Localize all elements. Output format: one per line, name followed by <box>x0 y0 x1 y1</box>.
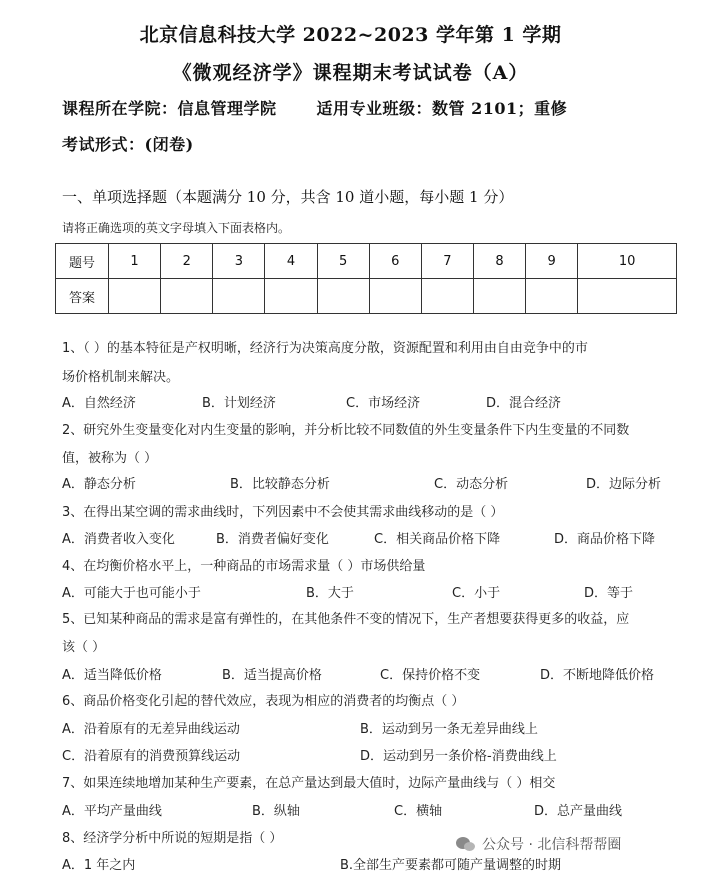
college-label: 课程所在学院：信息管理学院 <box>62 99 277 118</box>
option-a: A．可能大于也可能小于 <box>62 586 201 601</box>
answer-cell <box>265 279 317 314</box>
major-label: 适用专业班级：数管 2101；重修 <box>316 99 568 118</box>
option-d: D．总产量曲线 <box>534 804 623 819</box>
watermark <box>456 834 621 854</box>
course-info-line <box>62 96 567 119</box>
option-c: C．横轴 <box>394 804 443 819</box>
question-3-options <box>62 528 662 546</box>
option-c: C．保持价格不变 <box>380 668 481 683</box>
answer-cell <box>421 279 473 314</box>
question-number-cell: 2 <box>161 244 213 279</box>
question-7-line-1: 7、如果连续地增加某种生产要素，在总产量达到最大值时，边际产量曲线与（ ）相交 <box>62 776 556 791</box>
option-c: C．沿着原有的消费预算线运动 <box>62 749 241 764</box>
option-a: A．沿着原有的无差异曲线运动 <box>62 722 240 737</box>
exam-form-label: 考试形式：(闭卷) <box>62 135 194 154</box>
option-d: D．边际分析 <box>586 477 662 492</box>
option-b: B．计划经济 <box>202 396 276 411</box>
option-d: D．混合经济 <box>486 396 562 411</box>
question-1-options <box>62 392 662 410</box>
option-b: B．比较静态分析 <box>230 477 330 492</box>
answer-cell <box>109 279 161 314</box>
option-b: B．纵轴 <box>252 804 300 819</box>
answer-cell <box>213 279 265 314</box>
question-2-line-2: 值，被称为（ ） <box>62 451 158 466</box>
answer-cell <box>161 279 213 314</box>
question-6-options-row-2 <box>62 745 662 763</box>
option-a: A．自然经济 <box>62 396 136 411</box>
option-d: D．运动到另一条价格-消费曲线上 <box>360 749 557 764</box>
option-d: D．商品价格下降 <box>554 532 656 547</box>
option-b: B．消费者偏好变化 <box>216 532 329 547</box>
option-a: A．静态分析 <box>62 477 136 492</box>
answer-table-answer-row <box>56 279 677 314</box>
option-a: A．1 年之内 <box>62 858 136 873</box>
option-d: D．等于 <box>584 586 634 601</box>
answer-cell <box>317 279 369 314</box>
question-8-line-1: 8、经济学分析中所说的短期是指（ ） <box>62 831 283 846</box>
question-8-options <box>62 854 662 872</box>
question-number-cell: 6 <box>369 244 421 279</box>
option-a: A．平均产量曲线 <box>62 804 162 819</box>
watermark-text: 公众号 · 北信科帮帮圈 <box>482 837 622 853</box>
question-5-options <box>62 664 662 682</box>
answer-row-label: 答案 <box>56 279 109 314</box>
question-number-cell: 7 <box>421 244 473 279</box>
question-number-cell: 1 <box>109 244 161 279</box>
option-d: D．不断地降低价格 <box>540 668 655 683</box>
exam-subtitle: 《微观经济学》课程期末考试试卷（A） <box>172 62 529 84</box>
question-5-line-2: 该（ ） <box>62 640 106 655</box>
question-4-line-1: 4、在均衡价格水平上，一种商品的市场需求量（ ）市场供给量 <box>62 559 426 574</box>
number-row-label: 题号 <box>56 244 109 279</box>
option-b: B．大于 <box>306 586 354 601</box>
question-3-line-1: 3、在得出某空调的需求曲线时，下列因素中不会使其需求曲线移动的是（ ） <box>62 505 504 520</box>
option-c: C．相关商品价格下降 <box>374 532 501 547</box>
answer-cell <box>526 279 578 314</box>
option-c: C．动态分析 <box>434 477 509 492</box>
option-b: B．适当提高价格 <box>222 668 322 683</box>
question-2-line-1: 2、研究外生变量变化对内生变量的影响，并分析比较不同数值的外生变量条件下内生变量的不同数 <box>62 423 630 438</box>
option-a: A．适当降低价格 <box>62 668 162 683</box>
question-6-options-row-1 <box>62 718 662 736</box>
question-1-line-1: 1、（ ）的基本特征是产权明晰，经济行为决策高度分散，资源配置和利用由自由竞争中的市 <box>62 341 588 356</box>
option-a: A．消费者收入变化 <box>62 532 175 547</box>
option-b: B.全部生产要素都可随产量调整的时期 <box>340 858 562 873</box>
question-number-cell: 4 <box>265 244 317 279</box>
question-number-cell: 3 <box>213 244 265 279</box>
question-1-line-2: 场价格机制来解决。 <box>62 370 180 385</box>
option-c: C．市场经济 <box>346 396 421 411</box>
question-number-cell: 10 <box>578 244 677 279</box>
section-heading: 一、单项选择题（本题满分 10 分，共含 10 道小题，每小题 1 分） <box>62 188 514 206</box>
question-6-line-1: 6、商品价格变化引起的替代效应，表现为相应的消费者的均衡点（ ） <box>62 694 465 709</box>
answer-table-number-row <box>56 244 677 279</box>
answer-table <box>55 243 677 314</box>
question-number-cell: 9 <box>526 244 578 279</box>
question-7-options <box>62 800 662 818</box>
option-b: B．运动到另一条无差异曲线上 <box>360 722 538 737</box>
answer-cell <box>369 279 421 314</box>
question-2-options <box>62 473 662 491</box>
question-5-line-1: 5、已知某种商品的需求是富有弹性的，在其他条件不变的情况下，生产者想要获得更多的收益，应 <box>62 612 630 627</box>
question-number-cell: 5 <box>317 244 369 279</box>
answer-cell <box>473 279 525 314</box>
exam-title: 北京信息科技大学 2022~2023 学年第 1 学期 <box>139 24 562 46</box>
wechat-icon <box>456 836 476 852</box>
section-instruction: 请将正确选项的英文字母填入下面表格内。 <box>62 221 291 235</box>
option-c: C．小于 <box>452 586 501 601</box>
answer-cell <box>578 279 677 314</box>
question-4-options <box>62 582 662 600</box>
question-number-cell: 8 <box>473 244 525 279</box>
